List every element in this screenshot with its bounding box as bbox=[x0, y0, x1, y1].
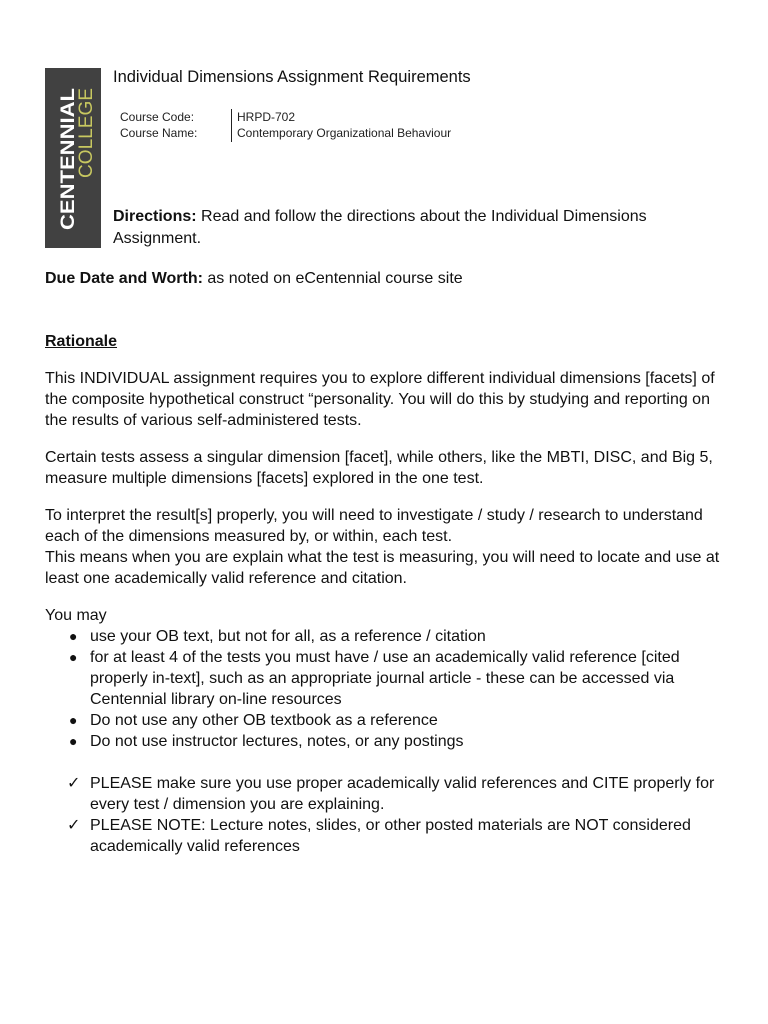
directions-label: Directions: bbox=[113, 208, 197, 225]
course-name-label: Course Name: bbox=[120, 126, 198, 140]
main-content bbox=[45, 268, 725, 857]
list-item bbox=[45, 731, 725, 752]
list-item bbox=[45, 626, 725, 647]
due-date-label: Due Date and Worth: bbox=[45, 270, 203, 287]
course-code-value: HRPD-702 bbox=[237, 110, 296, 124]
course-code-row bbox=[120, 109, 451, 125]
bullet-icon: ● bbox=[69, 649, 78, 665]
course-code-label: Course Code: bbox=[120, 110, 195, 124]
rationale-paragraph-1: This INDIVIDUAL assignment requires you to explore different individual dimensions [facets] of the composite hypothetical construct “personality. You will do this by studying and reporting on the results of various self-administered tests. bbox=[45, 370, 715, 429]
bullet-icon: ● bbox=[69, 628, 78, 644]
logo-line2: COLLEGE bbox=[76, 88, 97, 178]
check-item-text: PLEASE NOTE: Lecture notes, slides, or other posted materials are NOT considered academically valid references bbox=[90, 817, 691, 855]
check-item-text: PLEASE make sure you use proper academically valid references and CITE properly for every test / dimension you are explaining. bbox=[90, 775, 715, 813]
checkmark-icon: ✓ bbox=[67, 817, 81, 834]
list-item bbox=[45, 710, 725, 731]
course-name-value: Contemporary Organizational Behaviour bbox=[237, 126, 452, 140]
rationale-paragraph-3: To interpret the result[s] properly, you will need to investigate / study / research to understand each of the dimensions measured by, or within, each test. bbox=[45, 507, 703, 545]
rationale-heading: Rationale bbox=[45, 333, 118, 350]
logo-line1: CENTENNIAL bbox=[58, 107, 79, 230]
checkmark-icon: ✓ bbox=[67, 775, 81, 792]
due-date-paragraph bbox=[45, 268, 725, 289]
list-item-text: for at least 4 of the tests you must have / use an academically valid reference [cited properly in-text], such as an appropriate journal article - these can be accessed via Centennial library on-line resources bbox=[90, 649, 680, 708]
course-table-divider bbox=[231, 109, 232, 142]
document-title: Individual Dimensions Assignment Requirements bbox=[113, 68, 471, 86]
checkmark-list bbox=[45, 773, 725, 857]
course-name-row bbox=[120, 125, 451, 141]
rationale-paragraph-2: Certain tests assess a singular dimension [facet], while others, like the MBTI, DISC, and Big 5, measure multiple dimensions [facets] explored in the one test. bbox=[45, 449, 713, 487]
check-item bbox=[45, 773, 725, 815]
due-date-text: as noted on eCentennial course site bbox=[202, 270, 463, 287]
directions-paragraph bbox=[113, 206, 733, 250]
bullet-icon: ● bbox=[69, 733, 78, 749]
check-item bbox=[45, 815, 725, 857]
centennial-college-logo bbox=[45, 68, 101, 248]
rationale-paragraph-4: This means when you are explain what the test is measuring, you will need to locate and use at least one academically valid reference and citation. bbox=[45, 549, 720, 587]
list-item bbox=[45, 647, 725, 710]
you-may-label: You may bbox=[45, 607, 107, 624]
list-item-text: Do not use instructor lectures, notes, or any postings bbox=[90, 733, 464, 750]
course-info-table bbox=[120, 109, 451, 141]
bullet-icon: ● bbox=[69, 712, 78, 728]
bullet-list bbox=[45, 626, 725, 752]
list-item-text: Do not use any other OB textbook as a reference bbox=[90, 712, 438, 729]
list-item-text: use your OB text, but not for all, as a reference / citation bbox=[90, 628, 486, 645]
directions-text: Read and follow the directions about the Individual Dimensions Assignment. bbox=[113, 208, 647, 247]
